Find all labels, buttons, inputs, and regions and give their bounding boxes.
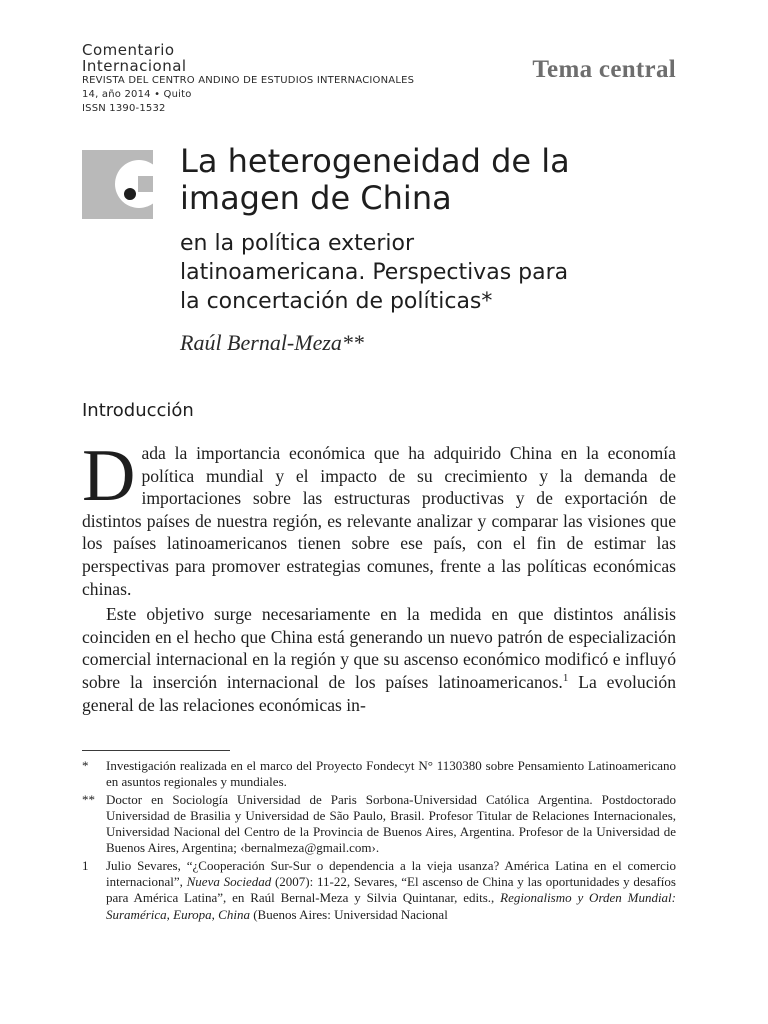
footnote-item xyxy=(82,758,676,791)
footnote-item xyxy=(82,792,676,857)
footnotes xyxy=(82,758,676,924)
article-title xyxy=(180,143,700,217)
paragraph-2-text-a: Este objetivo surge necesariamente en la medida en que distintos análisis coinciden en el hecho que China está generando un nuevo patrón de especialización comercial internacional en la región y que su ascenso económico modificó e influyó sobre la inserción internacional de los países latinoamericanos. xyxy=(82,604,676,692)
footnote-mark: ** xyxy=(82,791,95,807)
footnote-mark: 1 xyxy=(82,857,89,873)
article-subtitle xyxy=(180,229,700,316)
footnote-ref-1[interactable]: 1 xyxy=(562,672,569,685)
article-author: Raúl Bernal-Meza** xyxy=(180,330,364,355)
section-label: Tema central xyxy=(532,56,676,83)
footnote-text-part: Julio Sevares, “¿Cooperación Sur-Sur o dependencia a la vieja usanza? América Latina en el comercio internacional”, xyxy=(106,857,676,890)
article-subtitle-line3: la concertación de políticas* xyxy=(180,289,493,314)
journal-subtitle: REVISTA DEL CENTRO ANDINO DE ESTUDIOS INTERNACIONALES xyxy=(82,75,415,86)
footnote-item xyxy=(82,858,676,923)
article-body xyxy=(82,435,676,716)
journal-name-line1: Comentario xyxy=(82,41,175,59)
issue-info: 14, año 2014 • Quito xyxy=(82,89,192,100)
paragraph-2 xyxy=(82,603,676,716)
issn: ISSN 1390-1532 xyxy=(82,103,166,114)
article-subtitle-line1: en la política exterior xyxy=(180,231,415,256)
journal-header xyxy=(82,42,502,116)
footnote-journal-title: Nueva Sociedad xyxy=(186,874,272,890)
article-subtitle-line2: latinoamericana. Perspectivas para xyxy=(180,260,569,285)
paragraph-1 xyxy=(82,435,676,600)
footnote-text-part: (Buenos Aires: Universidad Nacional xyxy=(249,906,448,922)
article-title-line2: imagen de China xyxy=(180,179,452,217)
footnote-text-part: (2007): 11-22, Sevares, “El ascenso de China y las oportunidades y desafíos para América Latina”, en Raúl Bernal-Meza y Silvia Quintanar, edits., xyxy=(106,874,676,906)
paragraph-2-text-b: La evolución general de las relaciones económicas in- xyxy=(82,671,676,715)
footnote-text xyxy=(106,858,676,923)
footnote-text: Investigación realizada en el marco del Proyecto Fondecyt N° 1130380 sobre Pensamiento Latinoamericano en asuntos regionales y mundiales. xyxy=(106,758,676,790)
paragraph-1-text: ada la importancia económica que ha adquirido China en la economía política mundial y el impacto de su crecimiento y la demanda de importaciones sobre las estructuras productivas y de exportación de distintos países de nuestra región, es relevante analizar y comparar las visiones que los países latinoamericanos tienen sobre ese país, con el fin de estimar las perspectivas para promover estrategias comunes, frente a las políticas económicas chinas. xyxy=(82,443,676,599)
journal-c-logo-icon xyxy=(82,150,153,219)
drop-cap: D xyxy=(82,435,136,517)
journal-name-line2: Internacional xyxy=(82,57,187,75)
footnote-book-title: Regionalismo y Orden Mundial: Suramérica, Europa, China xyxy=(106,890,676,922)
article-title-line1: La heterogeneidad de la xyxy=(180,142,570,180)
section-heading: Introducción xyxy=(82,400,194,421)
footnote-mark: * xyxy=(82,758,89,773)
footnote-text: Doctor en Sociología Universidad de Paris Sorbona-Universidad Católica Argentina. Postdoctorado Universidad de Brasilia y Universidad de São Paulo, Brasil. Profesor Titular de Relaciones Internacionales, Universidad Nacional del Centro de la Provincia de Buenos Aires, Argentina. Profesor de la Universidad de Buenos Aires, Argentina; ‹bernalmeza@gmail.com›. xyxy=(106,791,676,856)
footnote-divider xyxy=(82,750,230,751)
